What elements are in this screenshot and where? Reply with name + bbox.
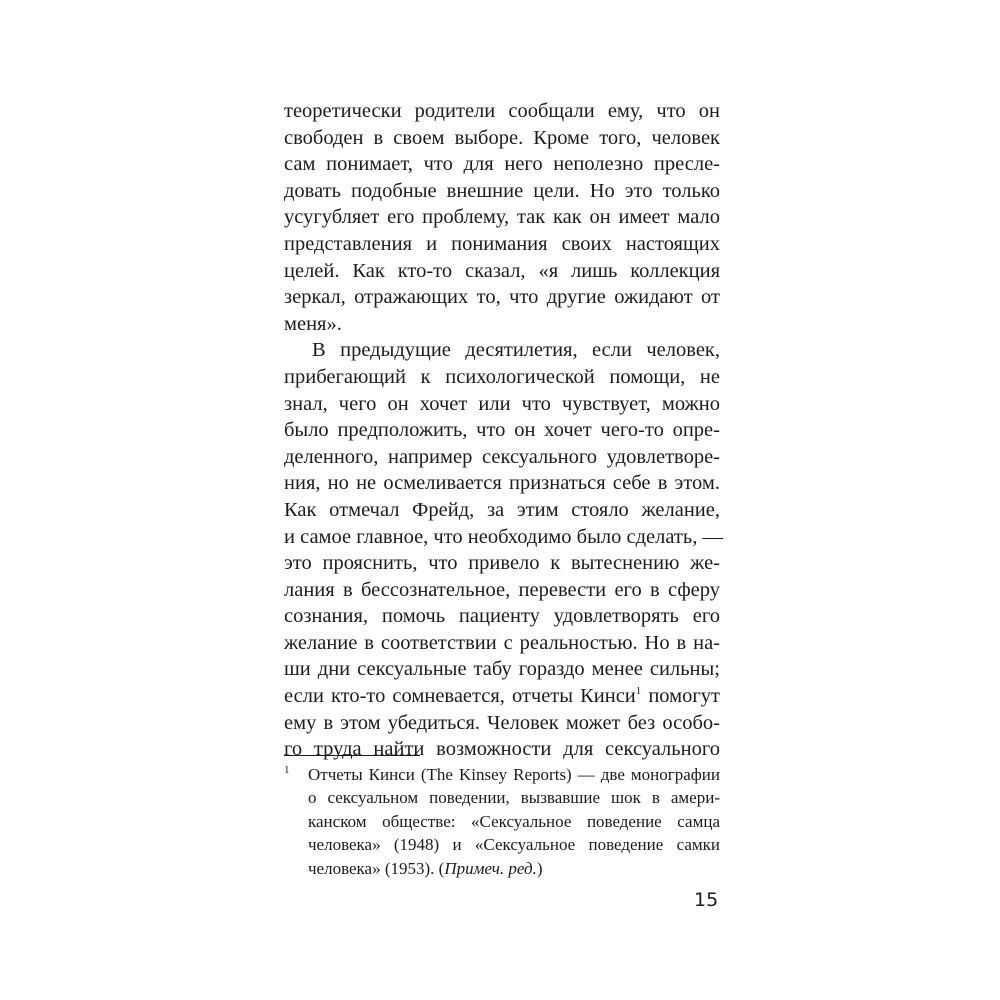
footnote	[284, 763, 720, 880]
text-line: го труда найти возможности для сексуального	[284, 738, 720, 761]
text-line: довать подобные внешние цели. Но это только	[284, 179, 720, 202]
text-line: сам понимает, что для него неполезно пресле-	[284, 153, 720, 176]
footnote-last-close: )	[536, 858, 543, 878]
text-line: знал, чего он хочет или что чувствует, можно	[284, 392, 720, 415]
kinsey-text-before: если кто-то сомневается, отчеты Кинси	[284, 685, 636, 708]
text-line: и самое главное, что необходимо было сделать, —	[284, 525, 723, 548]
text-line: деленного, например сексуального удовлетворе-	[284, 445, 720, 468]
text-line: желание в соответствии с реальностью. Но в на-	[284, 631, 720, 654]
main-text-block	[284, 98, 723, 763]
paragraph-2	[284, 337, 723, 763]
text-line: ния, но не осмеливается признаться себе в этом.	[284, 472, 720, 495]
text-line-kinsey	[284, 683, 720, 710]
text-line: теоретически родители сообщали ему, что он	[284, 100, 720, 122]
text-line: меня».	[284, 312, 342, 335]
text-line: было предположить, что он хочет чего-то опре-	[284, 419, 720, 442]
text-line: прибегающий к психологической помощи, не	[284, 365, 720, 388]
page-number: 15	[694, 889, 719, 911]
footnote-line: о сексуальном поведении, вызвавшие шок в амери-	[308, 788, 720, 808]
text-line: сознания, помочь пациенту удовлетворять его	[284, 605, 720, 628]
text-line: целей. Как кто-то сказал, «я лишь коллекция	[284, 259, 720, 282]
footnote-line: человека» (1948) и «Сексуальное поведение самки	[308, 835, 720, 855]
kinsey-text-after: помогут	[641, 685, 720, 708]
footnote-line: канском обществе: «Сексуальное поведение самца	[308, 811, 720, 831]
text-line: это прояснить, что привело к вытеснению же-	[284, 552, 720, 575]
text-line: представления и понимания своих настоящих	[284, 232, 720, 255]
text-line: В предыдущие десятилетия, если человек,	[312, 339, 720, 362]
text-line: Как отмечал Фрейд, за этим стояло желание,	[284, 498, 720, 521]
footnote-separator	[284, 755, 420, 756]
text-line: усугубляет его проблему, так как он имеет мало	[284, 206, 720, 229]
footnote-reference[interactable]: 1	[635, 685, 642, 698]
text-line: зеркал, отражающих то, что другие ожидают от	[284, 286, 720, 309]
editor-note: Примеч. ред.	[444, 858, 537, 878]
text-line: свободен в своем выборе. Кроме того, человек	[284, 126, 720, 149]
footnote-mark: 1	[284, 764, 290, 776]
text-line: лания в бессознательное, перевести его в сферу	[284, 578, 720, 601]
text-line: ши дни сексуальные табу гораздо менее сильны;	[284, 658, 720, 681]
paragraph-1	[284, 98, 720, 337]
text-line: ему в этом убедиться. Человек может без особо-	[284, 711, 720, 734]
footnote-last-text: человека» (1953). (	[308, 858, 445, 878]
footnote-line	[284, 857, 720, 880]
footnote-line: Отчеты Кинси (The Kinsey Reports) — две монографии	[308, 765, 720, 784]
